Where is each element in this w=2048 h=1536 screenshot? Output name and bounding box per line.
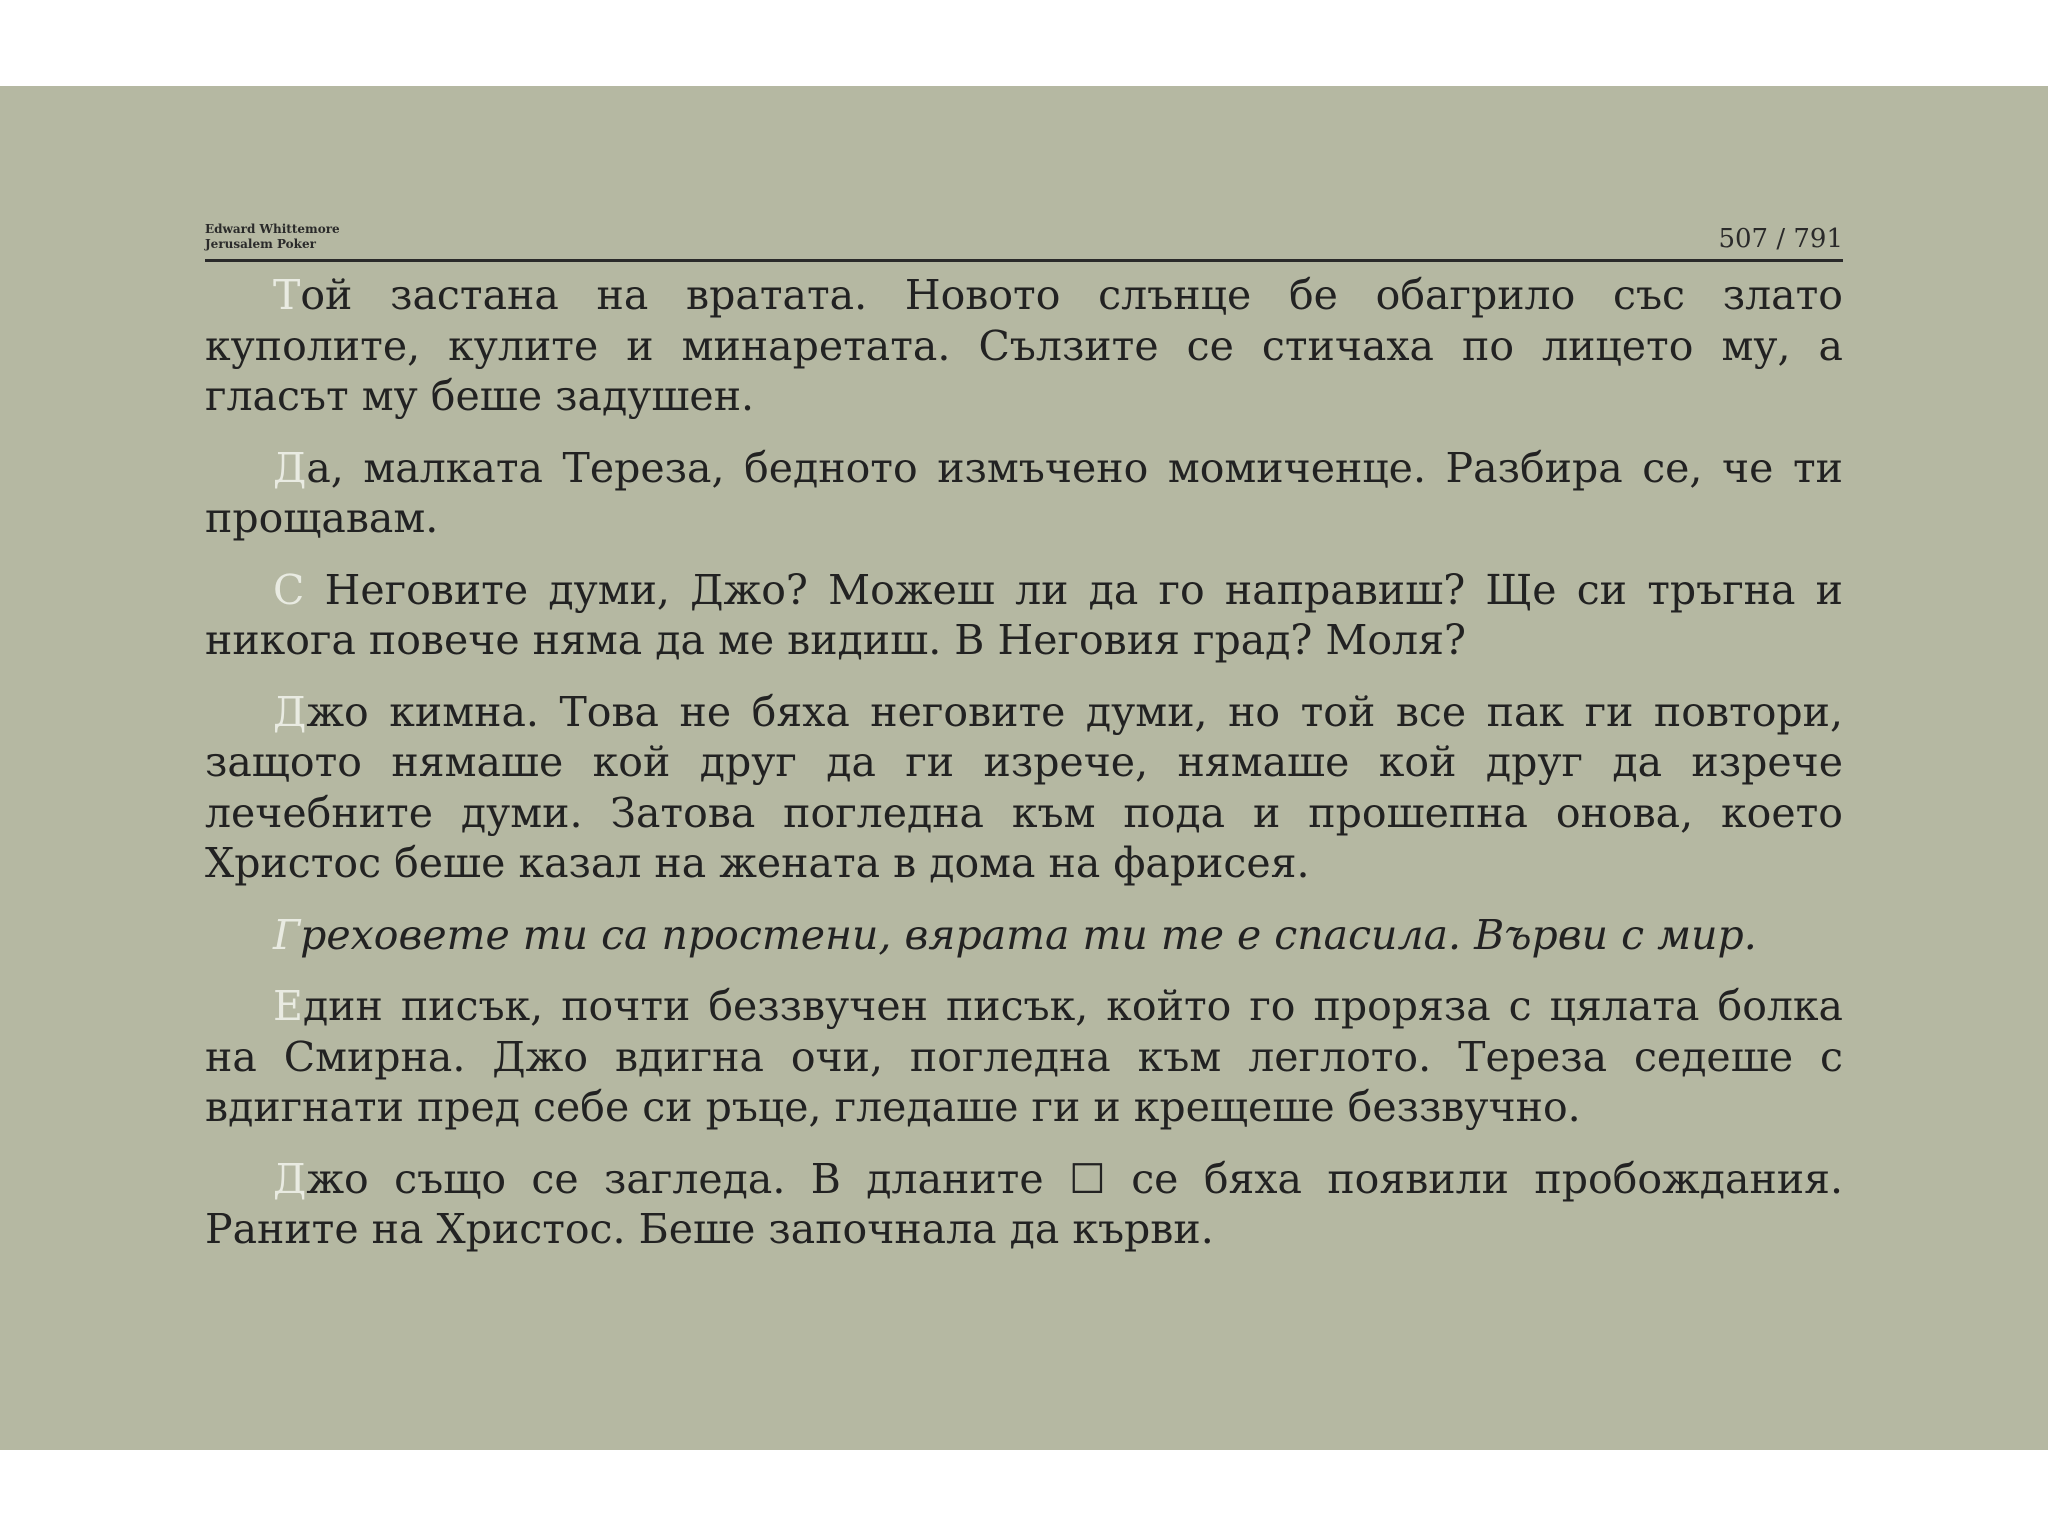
- paragraph-7: [205, 1154, 1843, 1255]
- paragraph-5: [205, 910, 1843, 961]
- paragraph-text: ой застана на вратата. Новото слънце бе обагрило със злато куполите, кулите и минаретата. Сълзите се стичаха по лицето му, а гласът му беше задушен.: [205, 271, 1843, 420]
- page-indicator: 507 / 791: [1718, 224, 1843, 254]
- paragraph-text: жо кимна. Това не бяха неговите думи, но той все пак ги повтори, защото нямаше кой друг да ги изрече, нямаше кой друг да изрече лечебните думи. Затова погледна към пода и прошепна онова, което Христос беше казал на жената в дома на фарисея.: [205, 687, 1843, 887]
- paragraph-1: [205, 270, 1843, 422]
- drop-cap: Д: [273, 1154, 307, 1203]
- paragraph-text: жо също се загледа. В дланите ☐ се бяха появили пробождания. Раните на Христос. Беше започнала да кърви.: [205, 1154, 1843, 1253]
- page-header: [205, 138, 1843, 262]
- drop-cap: С: [273, 565, 305, 614]
- paragraph-text: а, малката Тереза, бедното измъчено момиченце. Разбира се, че ти прощавам.: [205, 443, 1843, 542]
- book-title: Jerusalem Poker: [205, 237, 316, 251]
- paragraph-text: реховете ти са простени, вярата ти те е спасила. Върви с мир.: [300, 910, 1757, 959]
- paragraph-6: [205, 981, 1843, 1133]
- book-meta: [205, 222, 340, 252]
- paragraph-4: [205, 687, 1843, 889]
- paragraph-text: Неговите думи, Джо? Можеш ли да го направиш? Ще си тръгна и никога повече няма да ме видиш. В Неговия град? Моля?: [205, 565, 1843, 664]
- drop-cap: Т: [273, 271, 301, 319]
- paragraph-text: дин писък, почти беззвучен писък, който го проряза с цялата болка на Смирна. Джо вдигна очи, погледна към леглото. Тереза седеше с вдигнати пред себе си ръце, гледаше ги и крещеше беззвучно.: [205, 982, 1843, 1131]
- drop-cap: Г: [273, 910, 301, 959]
- paragraph-2: [205, 443, 1843, 544]
- drop-cap: Д: [273, 443, 307, 492]
- drop-cap: Е: [273, 982, 303, 1030]
- paragraph-3: [205, 565, 1843, 666]
- author-name: Edward Whittemore: [205, 222, 340, 236]
- page-text[interactable]: [205, 270, 1843, 1276]
- drop-cap: Д: [273, 687, 307, 736]
